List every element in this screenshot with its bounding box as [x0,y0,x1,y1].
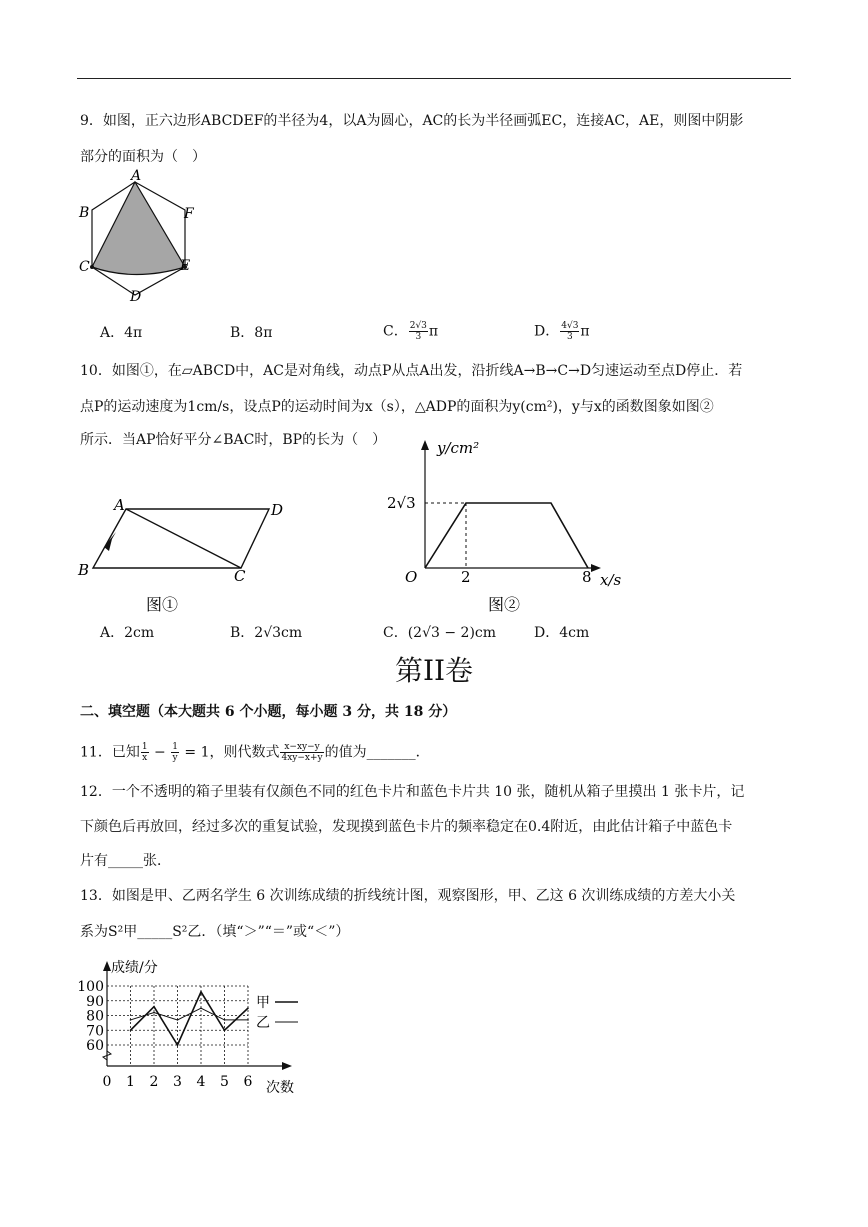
x-tick-label: 2 [149,1074,159,1090]
parallelogram-figure [76,495,296,615]
diagonal-ac [126,509,241,568]
fig2-caption: 图② [488,595,521,614]
x-tick-label: 5 [220,1074,229,1090]
q9-option-c: C． $\frac{2√3}{3}$ π [383,321,439,342]
q10-line2: 点P的运动速度为1cm/s，设点P的运动时间为x（s），△ADP的面积为y(cm²)，y与x的函数图象如图② [80,399,714,415]
q10-option-a: A．2cm [100,625,155,641]
q9-option-a: A．4π [100,325,143,341]
y-axis-label: y/cm² [437,439,480,457]
section-title: 二、填空题（本大题共 6 个小题，每小题 3 分，共 18 分） [80,704,457,720]
q10-option-c: C．(2√3 − 2)cm [383,625,497,641]
parallelogram-outline [93,509,269,568]
label-b: B [78,561,90,579]
x-tick-8: 8 [582,568,592,586]
y-tick-label: 2√3 [387,494,416,512]
y-tick-label: 70 [86,1023,104,1040]
label-a: A [114,496,125,514]
function-line [425,503,588,568]
label-e: E [180,258,191,274]
data-point-s1 [247,1007,249,1009]
y-tick-label: 100 [77,979,104,995]
data-point-s1 [130,1029,132,1031]
shaded-sector [92,182,185,275]
q11-line: 11．已知 $\frac{1}{x}$ − $\frac{1}{y}$ = 1，则代数式 $\frac{x-xy-y}{4xy-x+y}$ 的值为_______． [80,742,430,763]
label-d: D [130,289,142,305]
series-line-1 [131,992,249,1045]
data-point-s2 [130,1019,132,1021]
q10-line1: 10．如图①，在▱ABCD中，AC是对角线，动点P从点A出发，沿折线A→B→C→D匀速运动至点D停止．若 [80,363,743,379]
direction-arrow [104,532,116,551]
part-title: 第II卷 [394,654,474,687]
q9-line1: 9．如图，正六边形ABCDEF的半径为4，以A为圆心，AC的长为半径画弧EC，连接AC，AE，则图中阴影 [80,113,744,129]
origin-label: O [405,568,418,586]
header-rule [77,78,791,79]
label-d: D [271,501,284,519]
hexagon-figure [75,170,205,310]
q12-line3: 片有_____张． [80,853,171,869]
data-point-s1 [153,1006,155,1008]
legend-label-1: 甲 [256,995,270,1011]
label-c: C [234,567,246,585]
y-tick-label: 80 [86,1008,104,1025]
q9-option-b: B．8π [230,325,273,341]
q13-line2: 系为S²甲_____S²乙．（填“＞”“＝”或“＜”） [80,924,350,940]
fig1-caption: 图① [146,595,179,614]
q9-line2: 部分的面积为（ ） [80,149,206,165]
x-tick-label: 3 [173,1074,182,1090]
q13-line1: 13．如图是甲、乙两名学生 6 次训练成绩的折线统计图，观察图形，甲、乙这 6 次训练成绩的方差大小关 [80,888,736,904]
q12-line2: 下颜色后再放回，经过多次的重复试验，发现摸到蓝色卡片的频率稳定在0.4附近，由此估计箱子中蓝色卡 [80,819,733,835]
q10-option-d: D．4cm [534,625,590,641]
label-a: A [131,168,142,184]
y-tick-label: 60 [86,1038,104,1054]
y-tick-label: 90 [86,993,104,1010]
label-c: C [79,259,90,275]
data-point-s2 [153,1012,155,1014]
score-line-chart [70,956,310,1096]
data-point-s2 [224,1019,226,1021]
q9-option-d: D． $\frac{4√3}{3}$ π [534,321,590,342]
x-tick-label: 4 [196,1074,206,1090]
data-point-s1 [224,1029,226,1031]
y-axis-arrow [421,440,429,450]
x-tick-2: 2 [461,568,471,586]
q10-line3: 所示．当AP恰好平分∠BAC时，BP的长为（ ） [80,432,387,448]
x-tick-label: 6 [243,1074,253,1090]
data-point-s1 [200,991,202,993]
point-c [90,265,94,269]
label-f: F [184,206,194,222]
data-point-s2 [177,1019,179,1021]
x-tick-label: 1 [126,1074,135,1090]
function-graph [385,435,635,615]
data-point-s2 [247,1019,249,1021]
x-axis-title: 次数 [266,1080,294,1096]
q10-option-b: B．2√3cm [230,625,303,641]
x-axis-label: x/s [600,571,622,589]
y-axis-title: 成绩/分 [111,960,158,976]
y-axis-arrow [103,961,111,971]
q12-line1: 12．一个不透明的箱子里装有仅颜色不同的红色卡片和蓝色卡片共 10 张，随机从箱子里摸出 1 张卡片，记 [80,784,745,800]
x-tick-label: 0 [102,1074,112,1090]
x-axis-arrow [282,1062,292,1070]
label-b: B [79,205,90,221]
legend-label-2: 乙 [256,1015,270,1031]
data-point-s2 [200,1007,202,1009]
data-point-s1 [177,1044,179,1046]
